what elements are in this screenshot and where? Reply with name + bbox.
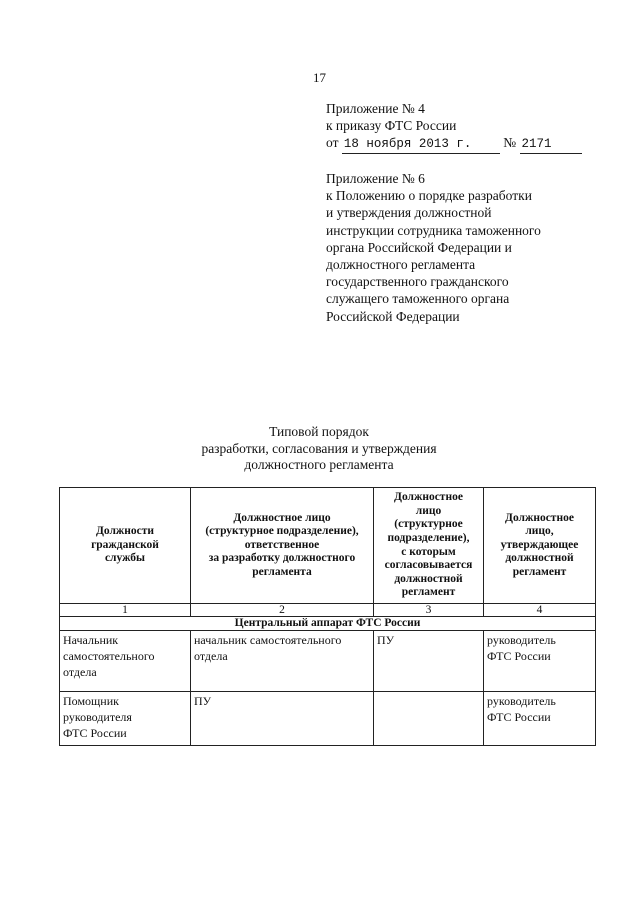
header-positions	[60, 488, 191, 604]
order-date: 18 ноября 2013 г.	[342, 136, 500, 154]
cell-position	[60, 631, 191, 692]
column-number: 4	[484, 604, 596, 617]
appendix-6-line: органа Российской Федерации и	[326, 239, 512, 255]
column-number: 2	[191, 604, 374, 617]
appendix-6-line: к Положению о порядке разработки	[326, 188, 532, 204]
date-prefix: от	[326, 135, 339, 150]
header-text: подразделение),	[387, 531, 470, 544]
header-text: службы	[104, 552, 146, 565]
section-title: Центральный аппарат ФТС России	[60, 617, 596, 631]
order-number: 2171	[520, 136, 582, 154]
column-number-row	[60, 604, 596, 617]
header-text: утверждающее	[500, 538, 579, 551]
header-text: лицо	[415, 504, 442, 517]
header-text: гражданской	[91, 538, 159, 551]
appendix-4-title: Приложение № 4	[326, 101, 425, 116]
header-text: должностной	[394, 572, 463, 585]
title-line: Типовой порядок	[269, 424, 369, 439]
cell-text: руководителя	[63, 710, 132, 724]
cell-text: Начальник	[63, 633, 119, 647]
header-text: должностной	[505, 552, 574, 565]
column-number: 1	[60, 604, 191, 617]
title-line: разработки, согласования и утверждения	[201, 440, 437, 456]
header-agreed-with	[374, 488, 484, 604]
appendix-6-line: и утверждения должностной	[326, 205, 492, 221]
cell-responsible	[191, 692, 374, 746]
appendix-6-line: должностного регламента	[326, 257, 476, 273]
appendix-4-date-line	[326, 134, 582, 154]
header-text: (структурное	[394, 518, 463, 531]
appendix-6-line: Российской Федерации	[326, 308, 460, 324]
appendix-4-block	[326, 100, 582, 154]
column-number: 3	[374, 604, 484, 617]
header-text: согласовывается	[384, 559, 473, 572]
cell-approver	[484, 692, 596, 746]
table-header-row	[60, 488, 596, 604]
header-text: ответственное	[244, 538, 320, 551]
header-text: Должностное	[505, 511, 574, 524]
cell-text: ПУ	[194, 694, 212, 708]
cell-text: Помощник	[63, 694, 119, 708]
cell-text: ФТС России	[63, 726, 127, 740]
table-row	[60, 692, 596, 746]
appendix-6-line: служащего таможенного органа	[326, 291, 510, 307]
header-text: регламент	[401, 586, 456, 599]
cell-text: руководитель	[487, 633, 556, 647]
header-approver	[484, 488, 596, 604]
regulation-table	[59, 487, 596, 746]
cell-position	[60, 692, 191, 746]
appendix-6-line: Приложение № 6	[326, 171, 425, 186]
cell-text: руководитель	[487, 694, 556, 708]
cell-responsible	[191, 631, 374, 692]
cell-text: ПУ	[377, 633, 395, 647]
title-line: должностного регламента	[244, 457, 394, 472]
header-text: (структурное подразделение),	[205, 525, 359, 538]
header-text: регламента	[252, 565, 312, 578]
cell-agreed-with	[374, 692, 484, 746]
number-label: №	[503, 135, 517, 150]
cell-text: ФТС России	[487, 649, 551, 663]
cell-approver	[484, 631, 596, 692]
cell-text: отдела	[194, 649, 228, 663]
cell-text: ФТС России	[487, 710, 551, 724]
header-text: регламент	[512, 565, 567, 578]
cell-text: отдела	[63, 665, 97, 679]
appendix-6-line: государственного гражданского	[326, 274, 509, 290]
header-text: Должностное лицо	[233, 511, 331, 524]
header-text: с которым	[401, 545, 456, 558]
header-text: лицо,	[525, 525, 554, 538]
header-text: Должностное	[394, 491, 463, 504]
table-row	[60, 631, 596, 692]
header-text: Должности	[95, 525, 155, 538]
appendix-4-order-ref: к приказу ФТС России	[326, 118, 457, 133]
appendix-6-block	[326, 170, 541, 325]
section-row	[60, 617, 596, 631]
header-text: за разработку должностного	[208, 552, 356, 565]
page-number: 17	[313, 70, 326, 85]
cell-agreed-with	[374, 631, 484, 692]
header-responsible	[191, 488, 374, 604]
document-title	[0, 424, 640, 474]
appendix-6-line: инструкции сотрудника таможенного	[326, 222, 541, 238]
cell-text: самостоятельного	[63, 649, 155, 663]
cell-text: начальник самостоятельного	[194, 633, 342, 647]
